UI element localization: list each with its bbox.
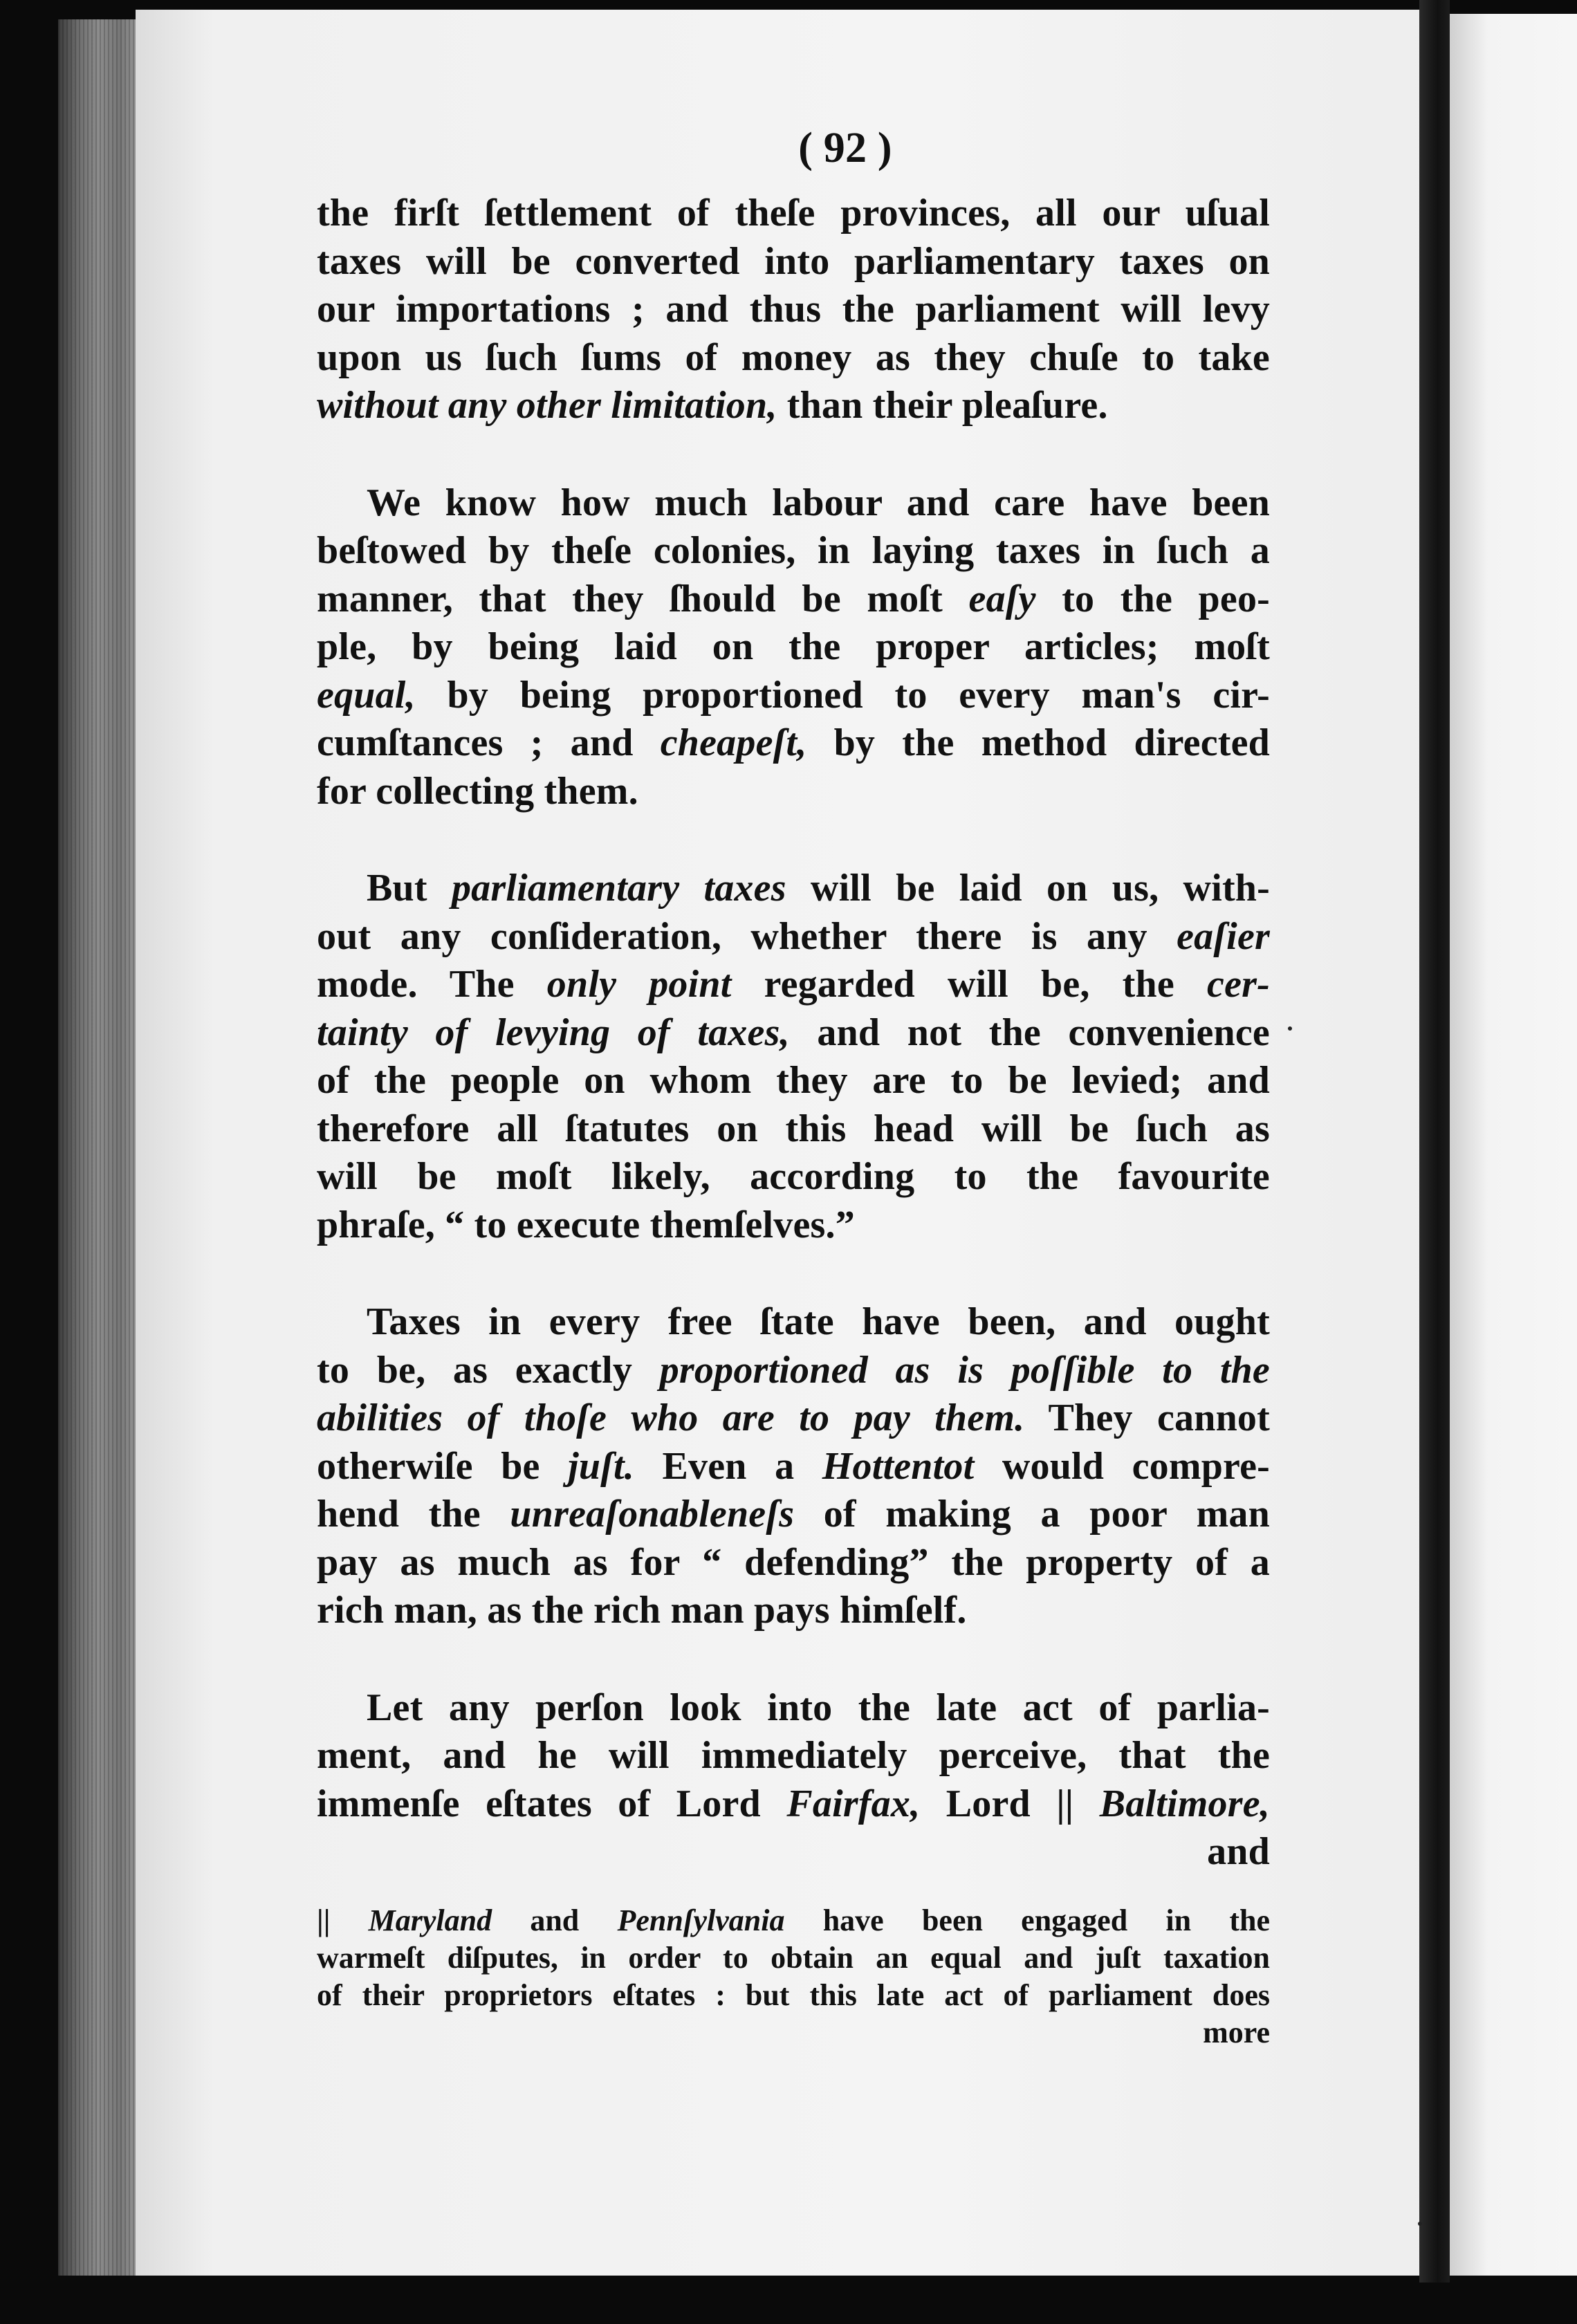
- paragraph-4: [317, 1298, 1270, 1635]
- footnote-line: [317, 1902, 1270, 1939]
- text-line: will be moſt likely, according to the favourite: [317, 1155, 1270, 1198]
- italic-text: tainty of levying of taxes,: [317, 1011, 790, 1054]
- footnote-line: warmeſt diſputes, in order to obtain an equal and juſt taxation: [317, 1941, 1270, 1975]
- text-run: manner, that they ſhould be moſt: [317, 577, 969, 620]
- text-line: pay as much as for “ defending” the property of a: [317, 1540, 1270, 1584]
- italic-text: only point: [546, 963, 732, 1006]
- text-line: phraſe, “ to execute themſelves.”: [317, 1203, 855, 1246]
- text-run: Even a: [634, 1444, 822, 1488]
- text-line: [317, 382, 1270, 430]
- italic-text: without any other limitation,: [317, 384, 777, 427]
- text-line: rich man, as the rich man pays himſelf.: [317, 1589, 967, 1632]
- text-run: have been engaged in the: [784, 1903, 1270, 1937]
- footnote-line: of their proprietors eſtates : but this late act of parliament does: [317, 1978, 1270, 2012]
- paragraph-2: [317, 479, 1270, 816]
- text-line: [317, 1780, 1270, 1829]
- text-line: beſtowed by theſe colonies, in laying taxes in ſuch a: [317, 529, 1270, 572]
- italic-text: cheapeſt,: [660, 721, 807, 764]
- text-line: We know how much labour and care have been: [367, 481, 1270, 524]
- text-line: Taxes in every free ſtate have been, and ought: [367, 1300, 1270, 1343]
- ink-speck: [1418, 2222, 1422, 2226]
- book-gutter: [1419, 0, 1450, 2282]
- italic-text: unreaſonableneſs: [510, 1493, 795, 1536]
- text-line: [317, 865, 1270, 913]
- text-run: Lord ||: [920, 1782, 1100, 1825]
- text-line: ple, by being laid on the proper articles; moſt: [317, 625, 1270, 668]
- ink-speck: [1288, 1026, 1292, 1031]
- text-run: They cannot: [1024, 1396, 1270, 1439]
- facing-page: [1450, 14, 1577, 2276]
- text-line: [317, 1009, 1270, 1058]
- text-line: [317, 1347, 1270, 1395]
- italic-text: equal,: [317, 673, 416, 717]
- text-run: hend the: [317, 1493, 510, 1536]
- italic-text: Fairfax,: [786, 1782, 921, 1825]
- text-run: will be laid on us, with-: [786, 867, 1270, 910]
- text-line: [317, 575, 1270, 624]
- text-run: cumſtances ; and: [317, 721, 661, 764]
- text-line: taxes will be converted into parliamentary taxes on: [317, 239, 1270, 283]
- text-line: [317, 1394, 1270, 1443]
- italic-text: abilities of thoſe who are to pay them.: [317, 1396, 1025, 1439]
- paragraph-5: [317, 1684, 1270, 1876]
- italic-text: eaſy: [968, 577, 1036, 620]
- italic-text: cer-: [1207, 963, 1270, 1006]
- text-run: otherwiſe be: [317, 1444, 569, 1488]
- italic-text: Baltimore,: [1099, 1782, 1270, 1825]
- footnote: [317, 1902, 1270, 2051]
- text-run: immenſe eſtates of Lord: [317, 1782, 787, 1825]
- text-run: regarded will be, the: [731, 963, 1208, 1006]
- text-line: therefore all ſtatutes on this head will be ſuch as: [317, 1107, 1270, 1150]
- paragraph-1: [317, 190, 1270, 430]
- text-line: ment, and he will immediately perceive, that the: [317, 1734, 1270, 1777]
- text-run: and not the convenience: [789, 1011, 1270, 1054]
- text-line: [317, 1443, 1270, 1491]
- text-line: Let any perſon look into the late act of parlia-: [367, 1686, 1270, 1729]
- page-edge: [58, 19, 140, 2276]
- text-line: for collecting them.: [317, 769, 638, 813]
- italic-text: Hottentot: [822, 1444, 975, 1488]
- text-line: [317, 961, 1270, 1009]
- text-run: than their pleaſure.: [777, 384, 1108, 427]
- italic-text: juſt.: [568, 1444, 634, 1488]
- text-run: But: [367, 867, 452, 910]
- paragraph-3: [317, 865, 1270, 1249]
- text-run: would compre-: [974, 1444, 1271, 1488]
- text-line: [317, 1491, 1270, 1539]
- text-run: by being proportioned to every man's cir-: [415, 673, 1270, 717]
- page-text: [317, 104, 1270, 1876]
- text-line: our importations ; and thus the parliament will levy: [317, 288, 1270, 331]
- italic-text: Maryland: [368, 1903, 492, 1937]
- text-line: [317, 719, 1270, 768]
- text-run: out any conſideration, whether there is any: [317, 914, 1177, 958]
- text-run: to the peo-: [1035, 577, 1270, 620]
- page-number: ( 92 ): [798, 124, 892, 172]
- text-line: [317, 672, 1270, 720]
- text-line: of the people on whom they are to be levied; and: [317, 1059, 1270, 1102]
- text-run: mode. The: [317, 963, 547, 1006]
- italic-text: eaſier: [1177, 914, 1270, 958]
- text-line: [317, 913, 1270, 961]
- footnote-catchword: more: [1203, 2016, 1270, 2049]
- text-line: upon us ſuch ſums of money as they chuſe to take: [317, 335, 1270, 379]
- text-run: and: [492, 1903, 618, 1937]
- italic-text: proportioned as is poſſible to the: [659, 1348, 1270, 1392]
- text-run: to be, as exactly: [317, 1348, 660, 1392]
- italic-text: Pennſylvania: [617, 1903, 785, 1937]
- text-run: ||: [317, 1903, 369, 1937]
- catchword: and: [1207, 1830, 1270, 1873]
- italic-text: parliamentary taxes: [451, 867, 786, 910]
- text-run: of making a poor man: [794, 1493, 1270, 1536]
- text-line: the firſt ſettlement of theſe provinces, all our uſual: [317, 192, 1270, 234]
- text-run: by the method directed: [806, 721, 1270, 764]
